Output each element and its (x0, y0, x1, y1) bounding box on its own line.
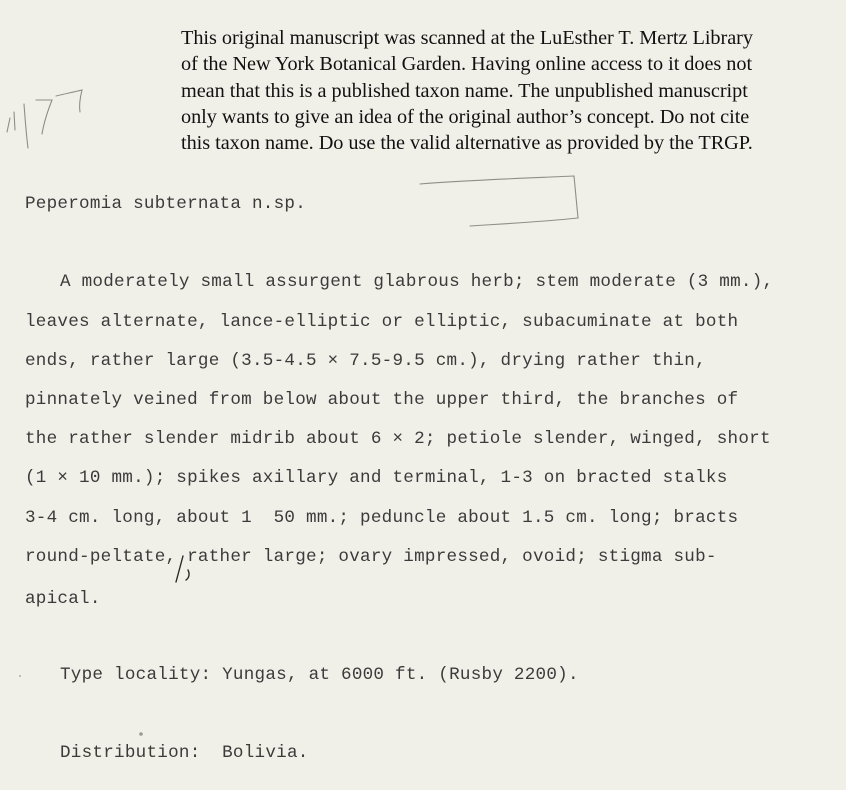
description-line: (1 × 10 mm.); spikes axillary and terminal, 1-3 on bracted stalks (25, 468, 728, 488)
description-line: the rather slender midrib about 6 × 2; petiole slender, winged, short (25, 429, 771, 449)
description-line: ends, rather large (3.5-4.5 × 7.5-9.5 cm.), drying rather thin, (25, 351, 706, 371)
notice-line: This original manuscript was scanned at the LuEsther T. Mertz Library (181, 27, 753, 49)
description-line: leaves alternate, lance-elliptic or elliptic, subacuminate at both (25, 312, 739, 332)
type-locality: Type locality: Yungas, at 6000 ft. (Rusby 2200). (60, 665, 579, 685)
notice-line: only wants to give an idea of the original author’s concept. Do not cite (181, 105, 750, 128)
distribution: Distribution: Bolivia. (60, 743, 309, 763)
margin-pencil-mark (7, 90, 82, 148)
description-line: A moderately small assurgent glabrous herb; stem moderate (3 mm.), (60, 272, 774, 292)
pencil-dot (139, 732, 143, 736)
description-line: apical. (25, 589, 101, 609)
species-title: Peperomia subternata n.sp. (25, 194, 307, 214)
notice-line: mean that this is a published taxon name. The unpublished manuscript (181, 79, 748, 102)
description-line: round-peltate, rather large; ovary impressed, ovoid; stigma sub- (25, 547, 717, 567)
pencil-dot (19, 675, 21, 677)
ink-correction-mark (176, 556, 189, 582)
description-line: 3-4 cm. long, about 1 50 mm.; peduncle about 1.5 cm. long; bracts (25, 508, 739, 528)
pencil-bracket-mark (420, 176, 578, 226)
notice-line: of the New York Botanical Garden. Having online access to it does not (181, 53, 753, 76)
description-line: pinnately veined from below about the upper third, the branches of (25, 390, 739, 410)
notice-line: this taxon name. Do use the valid alternative as provided by the TRGP. (181, 132, 753, 155)
